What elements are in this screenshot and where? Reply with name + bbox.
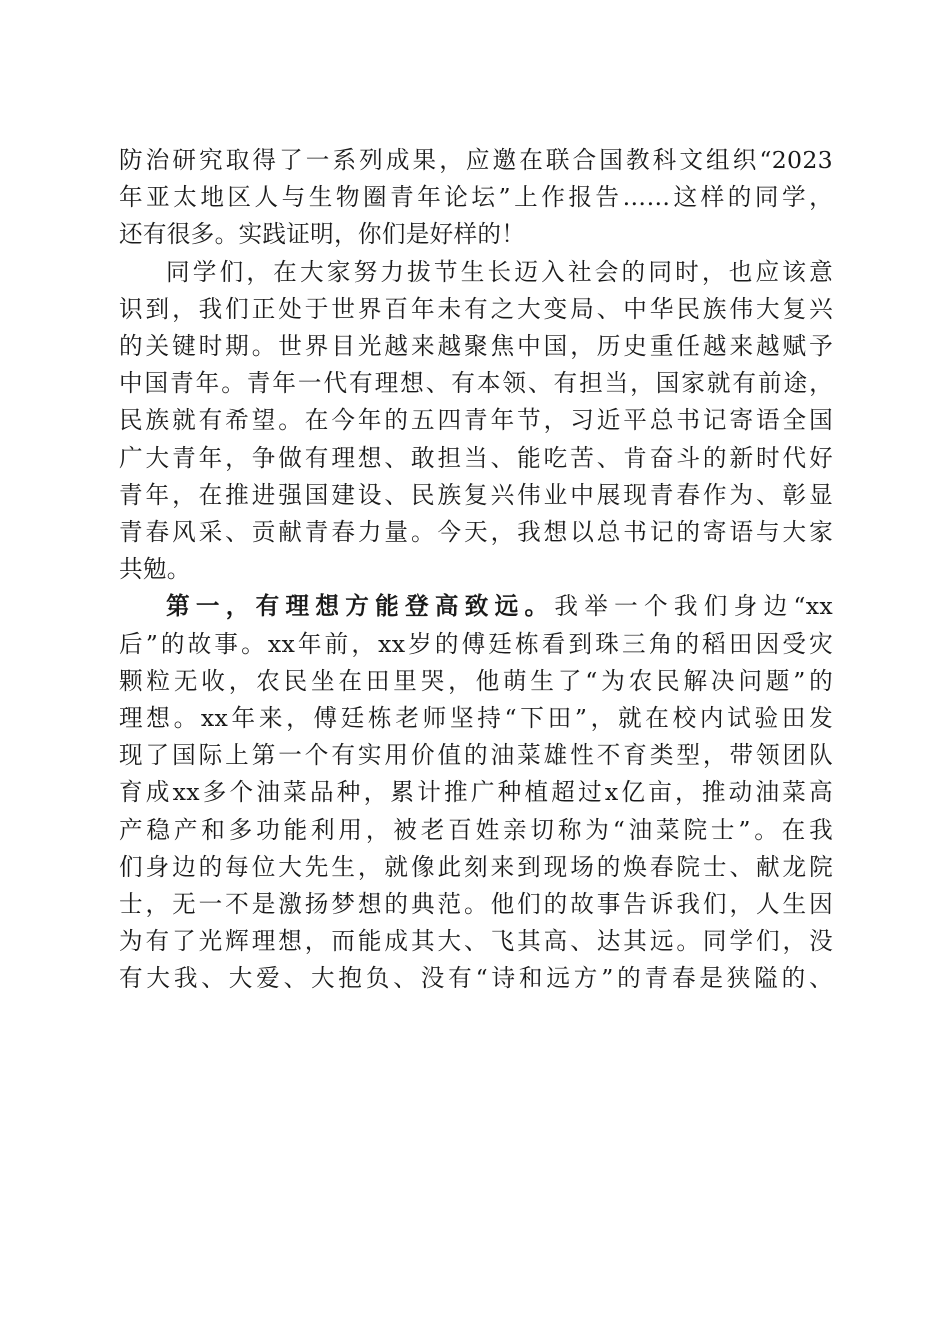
text-line: 广大青年，争做有理想、敢担当、能吃苦、肯奋斗的新时代好 — [119, 443, 833, 472]
text-line: 为有了光辉理想，而能成其大、飞其高、达其远。同学们，没 — [119, 927, 833, 956]
text-line: 青春风采、贡献青春力量。今天，我想以总书记的寄语与大家 — [119, 518, 833, 547]
document-body — [119, 142, 833, 998]
text-line: 同学们，在大家努力拔节生长迈入社会的同时，也应该意 — [166, 257, 833, 286]
text-line: 年亚太地区人与生物圈青年论坛”上作报告……这样的同学， — [119, 183, 833, 212]
text-line: 后”的故事。xx年前，xx岁的傅廷栋看到珠三角的稻田因受灾 — [119, 629, 833, 658]
text-line: 现了国际上第一个有实用价值的油菜雄性不育类型，带领团队 — [119, 741, 833, 770]
text-line: 防治研究取得了一系列成果，应邀在联合国教科文组织“2023 — [119, 146, 833, 174]
text-line: 的关键时期。世界目光越来越聚焦中国，历史重任越来越赋予 — [119, 332, 833, 361]
text-line: 共勉。 — [119, 555, 191, 584]
section-heading: 第一，有理想方能登高致远。 — [166, 592, 555, 621]
text-line: 中国青年。青年一代有理想、有本领、有担当，国家就有前途， — [119, 369, 833, 398]
text-line-with-heading — [119, 588, 833, 625]
text-line: 还有很多。实践证明，你们是好样的！ — [119, 220, 526, 249]
text-line: 青年，在推进强国建设、民族复兴伟业中展现青春作为、彰显 — [119, 480, 833, 509]
paragraph-2 — [119, 254, 833, 589]
text-line: 们身边的每位大先生，就像此刻来到现场的焕春院士、献龙院 — [119, 852, 833, 881]
text-line: 民族就有希望。在今年的五四青年节，习近平总书记寄语全国 — [119, 406, 833, 435]
text-line: 理想。xx年来，傅廷栋老师坚持“下田”，就在校内试验田发 — [119, 704, 833, 733]
text-line: 育成xx多个油菜品种，累计推广种植超过x亿亩，推动油菜高 — [119, 778, 833, 807]
text-line: 士，无一不是激扬梦想的典范。他们的故事告诉我们，人生因 — [119, 890, 833, 919]
text-line: 产稳产和多功能利用，被老百姓亲切称为“油菜院士”。在我 — [119, 815, 833, 844]
paragraph-3 — [119, 588, 833, 997]
paragraph-1 — [119, 142, 833, 254]
text-line: 识到，我们正处于世界百年未有之大变局、中华民族伟大复兴 — [119, 294, 833, 323]
text-fragment: 我举一个我们身边“xx — [554, 592, 833, 621]
text-line: 颗粒无收，农民坐在田里哭，他萌生了“为农民解决问题”的 — [119, 666, 833, 695]
text-line: 有大我、大爱、大抱负、没有“诗和远方”的青春是狭隘的、 — [119, 964, 833, 993]
